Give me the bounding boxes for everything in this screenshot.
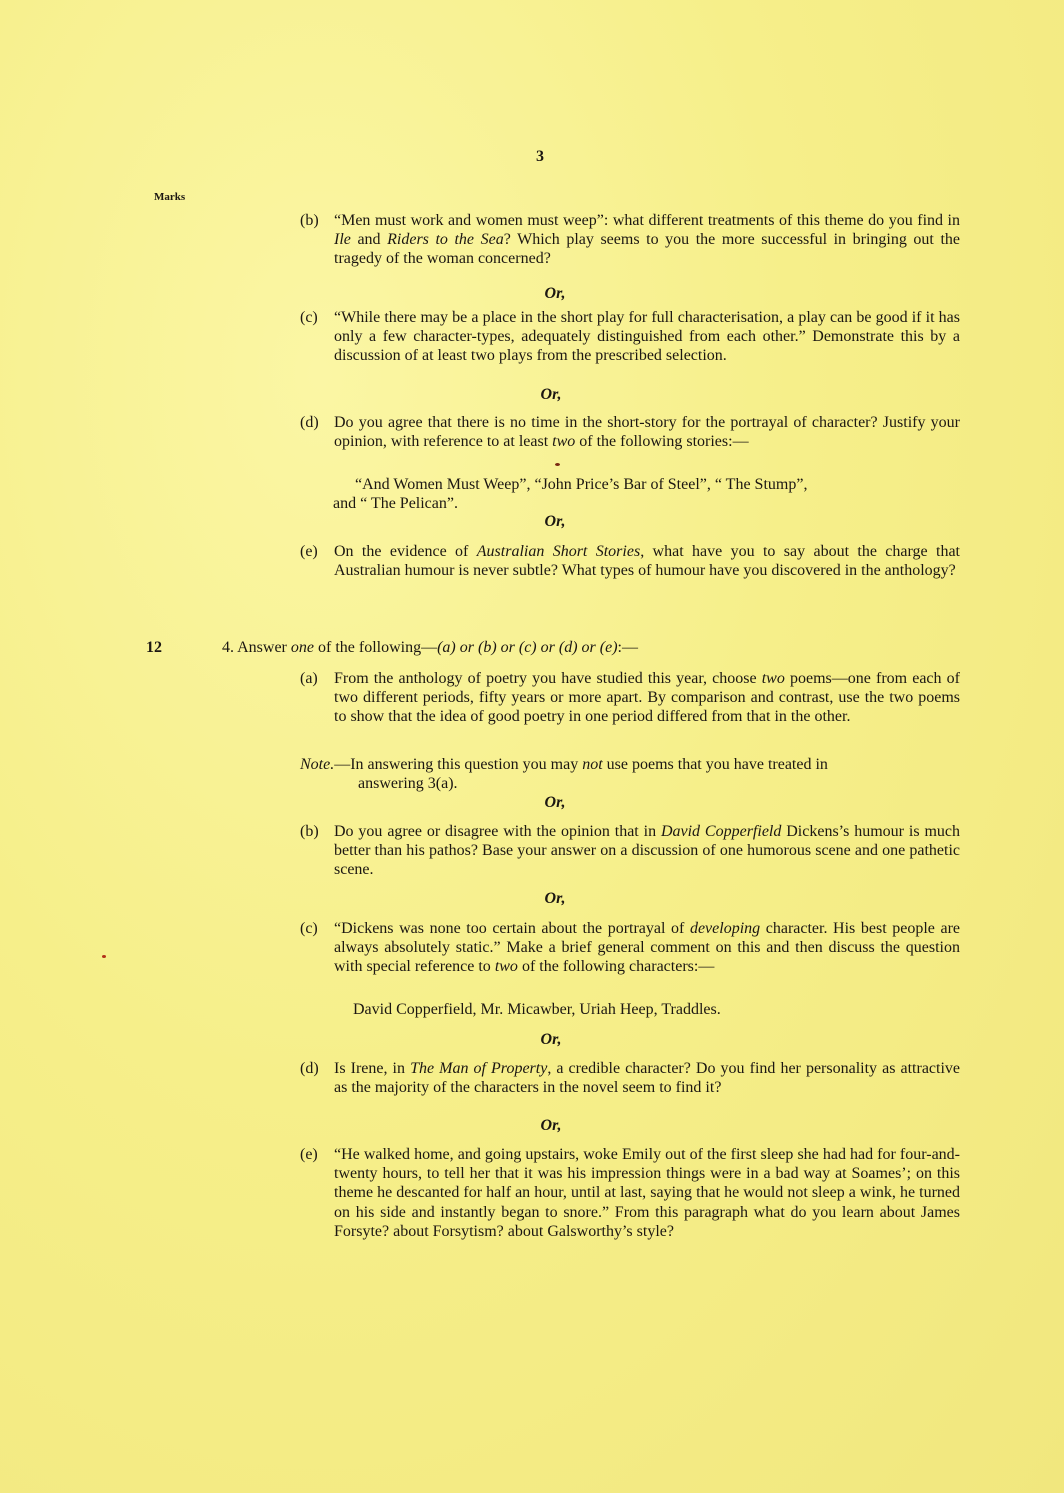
marks-column-label: Marks — [154, 191, 186, 203]
ink-spot — [555, 463, 560, 466]
question-4e — [300, 1145, 960, 1241]
question-label: (a) — [300, 670, 318, 687]
ink-spot — [102, 955, 106, 958]
question-label: (d) — [300, 414, 319, 431]
or-separator: Or, — [540, 386, 562, 403]
question-3d — [300, 413, 960, 451]
question-text: “He walked home, and going upstairs, woke Emily out of the first sleep she had had for four-and-twenty hours, to tell her that it was his impression things were in a bad way at Soames’; on this theme he descanted for half an hour, until at last, saying that he would not sleep a wink, he turned on his side and instantly began to snore.” From this paragraph what do you learn about James Forsyte? about Forsytism? about Galsworthy’s style? — [334, 1146, 960, 1240]
question-label: (c) — [300, 309, 318, 326]
question-label: (b) — [300, 212, 319, 229]
or-separator: Or, — [540, 1031, 562, 1048]
question-4-marks: 12 — [146, 639, 162, 656]
question-4a — [300, 669, 960, 727]
question-3c — [300, 308, 960, 366]
or-separator: Or, — [544, 285, 566, 302]
question-text: Do you agree or disagree with the opinion that in David Copperfield Dickens’s humour is much better than his pathos? Base your answer on a discussion of one humorous scene and one pathetic scene. — [334, 823, 960, 879]
question-label: (d) — [300, 1060, 319, 1077]
question-label: (c) — [300, 920, 318, 937]
question-text: Do you agree that there is no time in the short-story for the portrayal of character? Justify your opinion, with reference to at least two of the following stories:— — [334, 414, 960, 451]
question-4c — [300, 919, 960, 977]
stories-list-line1: “And Women Must Weep”, “John Price’s Bar of Steel”, “ The Stump”, — [355, 476, 808, 493]
question-text: On the evidence of Australian Short Stories, what have you to say about the charge that Australian humour is never subtle? What types of humour have you discovered in the anthology? — [334, 543, 961, 580]
question-text: “While there may be a place in the short play for full characterisation, a play can be good if it has only a few character-types, adequately distinguished from each other.” Demonstrate this by a discussion of at least two plays from the prescribed selection. — [334, 309, 960, 365]
question-text: “Men must work and women must weep”: what different treatments of this theme do you find in Ile and Riders to the Sea? Which play seems to you the more successful in bringing out the tragedy of the woman concerned? — [334, 212, 960, 268]
question-4b — [300, 822, 960, 880]
question-label: (b) — [300, 823, 319, 840]
question-4-intro: 4. Answer one of the following—(a) or (b) or (c) or (d) or (e):— — [222, 639, 638, 656]
stories-list-line2: and “ The Pelican”. — [333, 495, 458, 512]
question-label: (e) — [300, 543, 318, 560]
question-text: From the anthology of poetry you have studied this year, choose two poems—one from each of two different periods, fifty years or more apart. By comparison and contrast, use the two poems to show that the idea of good poetry in one period differed from that in the other. — [334, 670, 960, 726]
question-3e — [300, 542, 960, 580]
or-separator: Or, — [544, 890, 566, 907]
question-text: Is Irene, in The Man of Property, a credible character? Do you find her personality as attractive as the majority of the characters in the novel seem to find it? — [334, 1060, 961, 1097]
or-separator: Or, — [544, 794, 566, 811]
question-3b — [300, 211, 960, 269]
page-number: 3 — [536, 148, 544, 165]
or-separator: Or, — [544, 513, 566, 530]
question-4a-note: Note.—In answering this question you may not use poems that you have treated in answering 3(a). — [300, 756, 828, 793]
question-text: “Dickens was none too certain about the portrayal of developing character. His best people are always absolutely static.” Make a brief general comment on this and then discuss the question with special reference to two of the following characters:— — [334, 920, 961, 976]
or-separator: Or, — [540, 1117, 562, 1134]
characters-list: David Copperfield, Mr. Micawber, Uriah Heep, Traddles. — [353, 1001, 721, 1018]
question-4d — [300, 1059, 960, 1097]
question-label: (e) — [300, 1146, 318, 1163]
